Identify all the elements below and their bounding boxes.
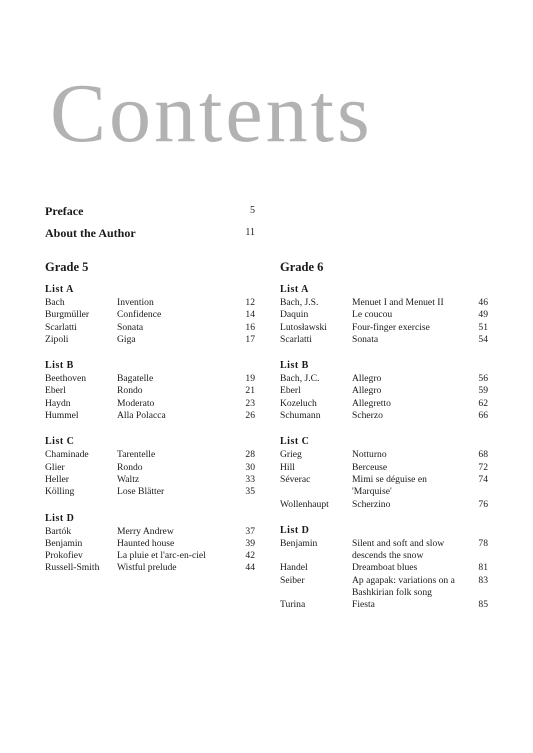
toc-entry — [280, 334, 488, 346]
toc-entry — [280, 575, 488, 600]
page-number: 21 — [245, 385, 255, 397]
toc-entry — [45, 486, 255, 498]
front-matter-label: About the Author — [45, 226, 136, 240]
grade-heading: Grade 6 — [280, 260, 324, 274]
list-title: List D — [45, 512, 75, 524]
toc-entry — [45, 410, 255, 422]
page-number: 56 — [478, 373, 488, 385]
toc-entry — [280, 449, 488, 461]
list-title: List A — [45, 284, 74, 295]
page-number: 28 — [245, 449, 255, 461]
toc-entry — [45, 550, 255, 562]
list-section — [45, 512, 255, 575]
piece-title: Bagatelle — [117, 373, 154, 385]
page-number: 33 — [245, 473, 255, 485]
piece-title: Notturno — [352, 449, 387, 461]
composer-name: Schumann — [280, 410, 321, 422]
list-section — [45, 435, 255, 498]
grade-5-column — [45, 283, 255, 588]
toc-entry — [280, 398, 488, 410]
page-number: 59 — [478, 385, 488, 397]
toc-entry — [45, 562, 255, 574]
page-number: 14 — [245, 309, 255, 321]
piece-title: Alla Polacca — [117, 410, 166, 422]
page-number: 49 — [478, 309, 488, 321]
piece-title: La pluie et l'arc-en-ciel — [117, 550, 206, 562]
front-matter-entry-about-author — [45, 226, 255, 241]
toc-entry — [45, 309, 255, 321]
grade-6-column — [280, 283, 488, 625]
page-number: 30 — [245, 461, 255, 473]
composer-name: Chaminade — [45, 449, 89, 461]
piece-title: Fiesta — [352, 599, 375, 611]
list-title: List D — [280, 524, 310, 536]
composer-name: Eberl — [45, 385, 66, 397]
composer-name: Daquin — [280, 309, 309, 321]
list-section — [280, 524, 488, 612]
composer-name: Bach — [45, 297, 65, 308]
toc-entry — [280, 385, 488, 397]
piece-title: Allegretto — [352, 397, 391, 409]
composer-name: Benjamin — [45, 537, 83, 549]
composer-name: Kozeluch — [280, 397, 317, 409]
toc-entry — [45, 297, 255, 309]
piece-title: Sonata — [352, 333, 379, 345]
composer-name: Scarlatti — [280, 333, 312, 345]
list-title: List B — [45, 360, 74, 372]
page-number: 76 — [478, 498, 488, 510]
piece-title: Menuet I and Menuet II — [352, 297, 444, 308]
composer-name: Russell-Smith — [45, 562, 100, 574]
toc-entry — [280, 410, 488, 422]
composer-name: Hill — [280, 461, 295, 473]
page-number: 5 — [250, 205, 255, 216]
page-number: 68 — [478, 449, 488, 461]
toc-entry — [45, 385, 255, 397]
list-title: List B — [280, 360, 309, 372]
composer-name: Heller — [45, 473, 69, 485]
piece-title: Rondo — [117, 385, 143, 397]
composer-name: Turina — [280, 599, 306, 611]
toc-entry — [45, 322, 255, 334]
toc-entry — [45, 462, 255, 474]
piece-title: Silent and soft and slow descends the snow — [352, 537, 445, 562]
page-title: Contents — [50, 67, 373, 160]
piece-title: Moderato — [117, 397, 155, 409]
piece-title: Four-finger exercise — [352, 321, 430, 333]
piece-title: Tarentelle — [117, 449, 156, 461]
composer-name: Kölling — [45, 486, 75, 498]
list-section — [45, 359, 255, 422]
composer-name: Bartók — [45, 525, 72, 537]
page-number: 78 — [478, 537, 488, 549]
page-number: 37 — [245, 525, 255, 537]
page-number: 83 — [478, 574, 488, 586]
piece-title: Haunted house — [117, 537, 175, 549]
page-number: 17 — [245, 333, 255, 345]
composer-name: Haydn — [45, 397, 71, 409]
composer-name: Seiber — [280, 574, 305, 586]
page-number: 66 — [478, 410, 488, 422]
page-number: 74 — [478, 473, 488, 485]
page-number: 72 — [478, 461, 488, 473]
piece-title: Confidence — [117, 309, 162, 321]
toc-entry — [45, 526, 255, 538]
list-title: List A — [280, 284, 309, 295]
toc-entry — [45, 334, 255, 346]
composer-name: Beethoven — [45, 373, 87, 385]
list-title: List C — [280, 436, 310, 448]
piece-title: Giga — [117, 333, 136, 345]
composer-name: Zipoli — [45, 333, 69, 345]
piece-title: Invention — [117, 297, 154, 308]
page-number: 62 — [478, 397, 488, 409]
piece-title: Le coucou — [352, 309, 393, 321]
piece-title: Scherzino — [352, 498, 391, 510]
page-number: 23 — [245, 397, 255, 409]
toc-entry — [45, 373, 255, 385]
piece-title: Merry Andrew — [117, 525, 174, 537]
composer-name: Bach, J.C. — [280, 373, 320, 385]
page-number: 51 — [478, 321, 488, 333]
piece-title: Sonata — [117, 321, 144, 333]
piece-title: Dreamboat blues — [352, 562, 418, 574]
page-number: 12 — [245, 297, 255, 308]
front-matter-entry-preface — [45, 204, 255, 219]
page-number: 16 — [245, 321, 255, 333]
page-number: 81 — [478, 562, 488, 574]
composer-name: Handel — [280, 562, 308, 574]
toc-entry — [280, 538, 488, 563]
piece-title: Allegro — [352, 373, 382, 385]
piece-title: Berceuse — [352, 461, 388, 473]
toc-entry — [280, 499, 488, 511]
piece-title: Lose Blätter — [117, 486, 165, 498]
toc-entry — [280, 373, 488, 385]
toc-entry — [280, 309, 488, 321]
page-number: 44 — [245, 562, 255, 574]
composer-name: Séverac — [280, 473, 311, 485]
list-section — [280, 435, 488, 510]
composer-name: Wollenhaupt — [280, 498, 329, 510]
toc-entry — [280, 297, 488, 309]
page-number: 39 — [245, 537, 255, 549]
page-number: 35 — [245, 486, 255, 498]
piece-title: Waltz — [117, 473, 140, 485]
piece-title: Scherzo — [352, 410, 383, 422]
toc-entry — [45, 538, 255, 550]
list-section — [280, 283, 488, 346]
list-section — [280, 359, 488, 422]
toc-entry — [45, 474, 255, 486]
list-title: List C — [45, 436, 75, 448]
toc-entry — [280, 599, 488, 611]
piece-title: Mimi se déguise en 'Marquise' — [352, 473, 427, 498]
toc-entry — [280, 322, 488, 334]
piece-title: Ap agapak: variations on a Bashkirian folk song — [352, 574, 455, 599]
page-number: 42 — [245, 550, 255, 562]
page-number: 19 — [245, 373, 255, 385]
composer-name: Grieg — [280, 449, 302, 461]
toc-entry — [280, 474, 488, 499]
front-matter-label: Preface — [45, 204, 84, 218]
composer-name: Prokofiev — [45, 550, 83, 562]
composer-name: Bach, J.S. — [280, 297, 319, 308]
grade-heading: Grade 5 — [45, 260, 89, 274]
toc-entry — [45, 398, 255, 410]
piece-title: Allegro — [352, 385, 382, 397]
composer-name: Scarlatti — [45, 321, 77, 333]
page-number: 11 — [245, 227, 255, 238]
page-number: 85 — [478, 599, 488, 611]
toc-entry — [45, 449, 255, 461]
list-section — [45, 283, 255, 346]
composer-name: Glier — [45, 461, 65, 473]
composer-name: Eberl — [280, 385, 301, 397]
piece-title: Wistful prelude — [117, 562, 177, 574]
composer-name: Hummel — [45, 410, 79, 422]
page-number: 26 — [245, 410, 255, 422]
piece-title: Rondo — [117, 461, 143, 473]
composer-name: Lutosławski — [280, 321, 327, 333]
page-number: 46 — [478, 297, 488, 308]
page-number: 54 — [478, 333, 488, 345]
toc-entry — [280, 562, 488, 574]
composer-name: Burgmüller — [45, 309, 90, 321]
toc-entry — [280, 462, 488, 474]
composer-name: Benjamin — [280, 537, 318, 549]
